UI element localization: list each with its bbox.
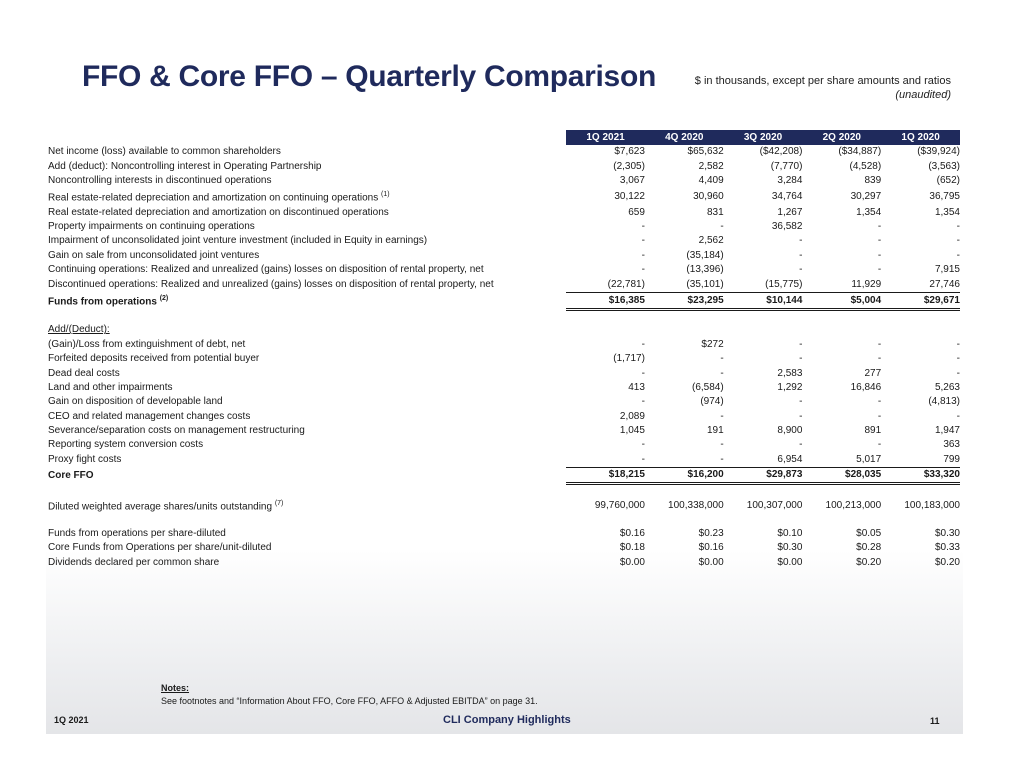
row-label-text: Reporting system conversion costs xyxy=(48,439,204,451)
table-row xyxy=(48,174,960,188)
table-row xyxy=(48,395,960,409)
value-cell: 34,764 xyxy=(771,190,803,202)
notes xyxy=(161,682,538,708)
units-note xyxy=(695,74,951,102)
row-label xyxy=(48,263,566,277)
spacer-cell xyxy=(881,310,960,324)
table-row xyxy=(48,556,960,570)
spacer-cell xyxy=(802,515,881,527)
value-cell: $0.28 xyxy=(856,542,882,554)
page-number: 11 xyxy=(930,716,940,726)
value-cell: - xyxy=(799,410,803,422)
value-cell xyxy=(802,323,881,337)
row-label-text: Proxy fight costs xyxy=(48,454,122,466)
value-cell: - xyxy=(956,367,960,379)
table-row xyxy=(48,188,960,205)
row-label-text: Diluted weighted average shares/units outstanding xyxy=(48,501,273,513)
value-cell: - xyxy=(720,410,724,422)
value-cell: - xyxy=(877,338,882,350)
value-cell: - xyxy=(956,249,960,261)
table-row xyxy=(48,277,960,292)
value-cell: - xyxy=(799,264,803,276)
notes-text: See footnotes and “Information About FFO, Core FFO, AFFO & Adjusted EBITDA” on page 31. xyxy=(161,696,538,706)
value-cell: - xyxy=(641,396,645,408)
table-row xyxy=(48,453,960,468)
row-label xyxy=(48,527,566,541)
row-label-text: Gain on disposition of developable land xyxy=(48,396,223,408)
value-cell: $10,144 xyxy=(724,292,803,309)
row-label-text: Add (deduct): Noncontrolling interest in Operating Partnership xyxy=(48,160,322,172)
spacer-cell xyxy=(724,484,803,498)
value-cell: - xyxy=(877,235,882,247)
row-label-text: Continuing operations: Realized and unrealized (gains) losses on disposition of rental property, net xyxy=(48,264,484,276)
value-cell: - xyxy=(877,410,882,422)
footnote-marker: (1) xyxy=(381,191,390,199)
row-label xyxy=(48,541,566,555)
value-cell: 3,067 xyxy=(619,174,645,186)
value-cell: (1,717) xyxy=(613,353,645,365)
row-label-text: Net income (loss) available to common shareholders xyxy=(48,146,281,158)
spacer-cell xyxy=(48,484,566,498)
value-cell: 7,915 xyxy=(934,264,960,276)
value-cell: $0.16 xyxy=(619,527,645,539)
value-cell: 27,746 xyxy=(929,278,960,290)
spacer-cell xyxy=(645,484,724,498)
value-cell: (15,775) xyxy=(765,278,803,290)
value-cell: 413 xyxy=(628,381,645,393)
value-cell: 659 xyxy=(628,206,645,218)
value-cell: $18,215 xyxy=(566,468,645,484)
value-cell: (4,528) xyxy=(849,160,882,172)
value-cell: - xyxy=(641,235,645,247)
spacer-cell xyxy=(724,310,803,324)
value-cell: 100,307,000 xyxy=(746,500,803,512)
table-row xyxy=(48,220,960,234)
value-cell: (35,184) xyxy=(686,249,724,261)
table-row xyxy=(48,366,960,380)
value-cell: $29,873 xyxy=(724,468,803,484)
value-cell: 100,183,000 xyxy=(904,500,960,512)
value-cell: 1,354 xyxy=(856,206,882,218)
value-cell: - xyxy=(720,367,724,379)
table-row xyxy=(48,234,960,248)
value-cell: 2,562 xyxy=(698,235,724,247)
value-cell: (22,781) xyxy=(607,278,645,290)
row-label xyxy=(48,220,566,234)
value-cell: - xyxy=(641,367,645,379)
value-cell: $7,623 xyxy=(614,146,645,158)
value-cell: 2,582 xyxy=(698,160,724,172)
value-cell: $0.00 xyxy=(698,556,724,568)
row-label-text: Discontinued operations: Realized and unrealized (gains) losses on disposition of rental property, net xyxy=(48,278,494,290)
value-cell: 277 xyxy=(864,367,882,379)
value-cell: - xyxy=(720,453,724,465)
value-cell: (974) xyxy=(700,396,724,408)
table-row xyxy=(48,159,960,173)
value-cell: - xyxy=(799,235,803,247)
value-cell xyxy=(566,323,645,337)
table-body xyxy=(48,145,960,570)
value-cell: - xyxy=(799,396,803,408)
value-cell: - xyxy=(877,439,882,451)
value-cell: 363 xyxy=(943,439,960,451)
row-label xyxy=(48,453,566,468)
value-cell: 5,017 xyxy=(856,453,882,465)
value-cell: - xyxy=(799,353,803,365)
value-cell: 1,947 xyxy=(934,425,960,437)
spacer-row xyxy=(48,484,960,498)
value-cell: - xyxy=(799,439,803,451)
adjust-heading-row xyxy=(48,323,960,337)
spacer-cell xyxy=(802,310,881,324)
value-cell: (35,101) xyxy=(686,278,724,290)
row-label-text: Gain on sale from unconsolidated joint ventures xyxy=(48,249,260,261)
row-label xyxy=(48,188,566,205)
value-cell: $0.00 xyxy=(777,556,803,568)
value-cell: 11,929 xyxy=(851,278,882,290)
row-label-text: Forfeited deposits received from potential buyer xyxy=(48,353,260,365)
spacer-cell xyxy=(566,515,645,527)
units-note-text: $ in thousands, except per share amounts and ratios xyxy=(694,75,951,87)
value-cell: - xyxy=(799,249,803,261)
value-cell: (2,305) xyxy=(613,160,645,172)
audit-note: (unaudited) xyxy=(895,89,951,101)
value-cell: $65,632 xyxy=(687,146,724,158)
value-cell: ($34,887) xyxy=(838,146,882,158)
value-cell: (3,563) xyxy=(928,160,960,172)
value-cell: 36,795 xyxy=(929,190,960,202)
value-cell: - xyxy=(956,221,960,233)
row-label-text: Core Funds from Operations per share/unit-diluted xyxy=(48,542,272,554)
value-cell: (13,396) xyxy=(686,264,724,276)
ffo-table xyxy=(48,130,960,570)
row-label xyxy=(48,556,566,570)
value-cell: 99,760,000 xyxy=(594,500,645,512)
value-cell: - xyxy=(641,439,645,451)
column-header: 3Q 2020 xyxy=(724,130,803,145)
value-cell: 16,846 xyxy=(850,381,882,393)
table-row xyxy=(48,338,960,352)
spacer-row xyxy=(48,310,960,324)
value-cell: $0.23 xyxy=(698,527,724,539)
value-cell: ($39,924) xyxy=(917,146,960,158)
value-cell: 8,900 xyxy=(777,425,803,437)
value-cell: 100,213,000 xyxy=(825,500,882,512)
value-cell: - xyxy=(956,235,960,247)
value-cell: (652) xyxy=(936,174,960,186)
value-cell: $0.33 xyxy=(934,542,960,554)
spacer-cell xyxy=(566,484,645,498)
table-row xyxy=(48,541,960,555)
value-cell: 2,583 xyxy=(777,367,803,379)
spacer-cell xyxy=(645,515,724,527)
value-cell: 1,354 xyxy=(934,206,960,218)
value-cell: 799 xyxy=(943,453,960,465)
spacer-row xyxy=(48,515,960,527)
value-cell: ($42,208) xyxy=(759,146,803,158)
column-header: 2Q 2020 xyxy=(802,130,881,145)
value-cell: 36,582 xyxy=(771,221,803,233)
value-cell: - xyxy=(799,338,803,350)
value-cell: $272 xyxy=(701,338,724,350)
column-header: 4Q 2020 xyxy=(645,130,724,145)
value-cell: - xyxy=(641,249,645,261)
value-cell: 839 xyxy=(864,174,882,186)
row-label xyxy=(48,338,566,352)
value-cell: 1,267 xyxy=(777,206,803,218)
table-row xyxy=(48,206,960,220)
table-row xyxy=(48,263,960,277)
row-label-text: Impairment of unconsolidated joint venture investment (included in Equity in earnings) xyxy=(48,235,428,247)
column-header: 1Q 2021 xyxy=(566,130,645,145)
footer-period: 1Q 2021 xyxy=(54,715,89,725)
row-label-text: Funds from operations per share-diluted xyxy=(48,527,226,539)
row-label-text: Dividends declared per common share xyxy=(48,556,220,568)
spacer-cell xyxy=(645,310,724,324)
value-cell: $0.05 xyxy=(856,527,882,539)
spacer-cell xyxy=(48,310,566,324)
row-label xyxy=(48,249,566,263)
value-cell: 6,954 xyxy=(777,453,803,465)
value-cell: $0.20 xyxy=(934,556,960,568)
page-title: FFO & Core FFO – Quarterly Comparison xyxy=(82,60,656,93)
value-cell: $0.20 xyxy=(856,556,882,568)
value-cell: $5,004 xyxy=(802,292,881,309)
table-row xyxy=(48,410,960,424)
row-label xyxy=(48,352,566,366)
row-label-text: Dead deal costs xyxy=(48,367,120,379)
row-label-text: Severance/separation costs on management restructuring xyxy=(48,425,305,437)
value-cell xyxy=(645,323,724,337)
row-label xyxy=(48,468,566,484)
header-blank xyxy=(48,130,566,145)
value-cell: - xyxy=(877,221,882,233)
row-label xyxy=(48,366,566,380)
value-cell: 5,263 xyxy=(934,381,960,393)
value-cell: (4,813) xyxy=(928,396,960,408)
row-label xyxy=(48,234,566,248)
row-label-text: Core FFO xyxy=(48,469,94,481)
value-cell: 1,045 xyxy=(619,425,645,437)
table-row xyxy=(48,381,960,395)
value-cell: 30,297 xyxy=(850,190,882,202)
row-label xyxy=(48,145,566,159)
value-cell: 831 xyxy=(706,206,724,218)
value-cell: 1,292 xyxy=(777,381,803,393)
value-cell: 191 xyxy=(706,425,724,437)
table-row xyxy=(48,527,960,541)
value-cell: - xyxy=(641,338,645,350)
value-cell: $0.30 xyxy=(934,527,960,539)
value-cell: $23,295 xyxy=(645,292,724,309)
value-cell: - xyxy=(877,264,882,276)
value-cell: - xyxy=(877,396,882,408)
row-label xyxy=(48,206,566,220)
value-cell: 891 xyxy=(864,425,882,437)
value-cell: 4,409 xyxy=(698,174,724,186)
table-header-row xyxy=(48,130,960,145)
spacer-cell xyxy=(881,484,960,498)
row-label xyxy=(48,323,566,337)
value-cell: 2,089 xyxy=(619,410,645,422)
value-cell: - xyxy=(956,353,960,365)
row-label xyxy=(48,381,566,395)
footnote-marker: (7) xyxy=(274,500,284,508)
value-cell: - xyxy=(720,353,724,365)
table-row xyxy=(48,145,960,159)
spacer-cell xyxy=(881,515,960,527)
row-label-text: (Gain)/Loss from extinguishment of debt, net xyxy=(48,338,246,350)
row-label xyxy=(48,159,566,173)
value-cell: - xyxy=(877,249,882,261)
spacer-cell xyxy=(566,310,645,324)
spacer-cell xyxy=(802,484,881,498)
value-cell: $33,320 xyxy=(881,468,960,484)
value-cell: $0.00 xyxy=(619,556,645,568)
footer-company: CLI Company Highlights xyxy=(443,714,571,726)
value-cell: $16,385 xyxy=(566,292,645,309)
value-cell: $29,671 xyxy=(881,292,960,309)
row-label xyxy=(48,174,566,188)
value-cell: - xyxy=(720,221,724,233)
row-label-text: CEO and related management changes costs xyxy=(48,410,251,422)
spacer-cell xyxy=(724,515,803,527)
row-label xyxy=(48,292,566,309)
column-header: 1Q 2020 xyxy=(881,130,960,145)
spacer-cell xyxy=(48,515,566,527)
table-row xyxy=(48,438,960,452)
value-cell: - xyxy=(720,439,724,451)
row-label xyxy=(48,410,566,424)
row-label-text: Real estate-related depreciation and amortization on continuing operations xyxy=(48,192,379,204)
row-label-text: Real estate-related depreciation and amortization on discontinued operations xyxy=(48,206,389,218)
row-label xyxy=(48,424,566,438)
value-cell: - xyxy=(641,453,645,465)
value-cell: 100,338,000 xyxy=(668,500,724,512)
row-label xyxy=(48,438,566,452)
value-cell xyxy=(724,323,803,337)
value-cell: - xyxy=(877,353,882,365)
core-ffo-total-row xyxy=(48,468,960,484)
table-row xyxy=(48,424,960,438)
value-cell: $0.16 xyxy=(698,542,724,554)
row-label-text: Property impairments on continuing operations xyxy=(48,221,255,233)
row-label-text: Land and other impairments xyxy=(48,381,173,393)
value-cell: - xyxy=(641,221,645,233)
row-label xyxy=(48,277,566,292)
row-label xyxy=(48,395,566,409)
row-label-text: Add/(Deduct): xyxy=(48,324,110,336)
value-cell: $0.30 xyxy=(777,542,803,554)
row-label-text: Funds from operations xyxy=(48,296,157,308)
value-cell: (6,584) xyxy=(691,381,724,393)
row-label-text: Noncontrolling interests in discontinued operations xyxy=(48,174,272,186)
value-cell: 3,284 xyxy=(777,174,803,186)
value-cell: - xyxy=(956,410,960,422)
row-label xyxy=(48,497,566,514)
ffo-total-row xyxy=(48,292,960,309)
footnote-marker: (2) xyxy=(159,295,169,303)
shares-row xyxy=(48,497,960,514)
notes-heading: Notes: xyxy=(161,683,190,693)
value-cell: - xyxy=(956,338,960,350)
value-cell: $28,035 xyxy=(802,468,881,484)
value-cell: 30,960 xyxy=(693,190,724,202)
value-cell: $0.10 xyxy=(777,527,803,539)
value-cell: $0.18 xyxy=(619,542,645,554)
table-row xyxy=(48,352,960,366)
value-cell: - xyxy=(641,264,645,276)
value-cell: (7,770) xyxy=(770,160,803,172)
table-row xyxy=(48,249,960,263)
value-cell: 30,122 xyxy=(614,190,645,202)
value-cell xyxy=(881,323,960,337)
value-cell: $16,200 xyxy=(645,468,724,484)
